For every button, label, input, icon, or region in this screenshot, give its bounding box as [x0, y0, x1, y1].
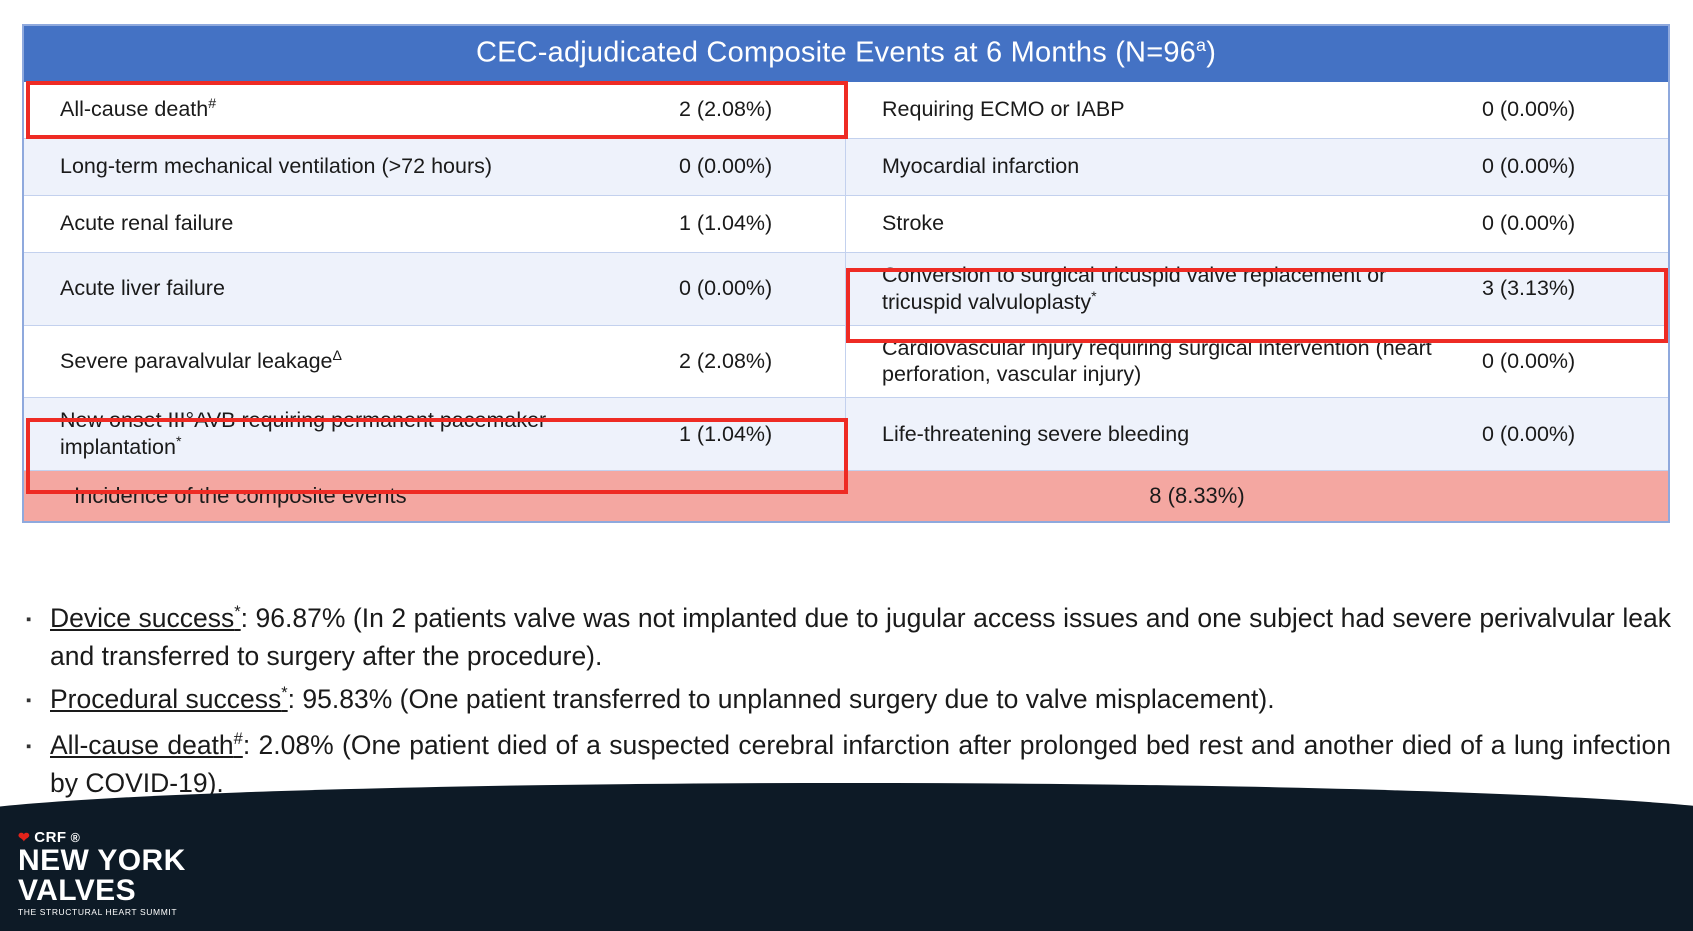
bullet-body: : 2.08% (One patient died of a suspected cerebral infarction after prolonged bed rest and another died of a lung infection by COVID-19).: [50, 730, 1672, 798]
composite-events-table: [22, 24, 1670, 523]
table-cell-right: [846, 196, 1668, 252]
row-label-left-sup: Δ: [332, 348, 342, 364]
bullet-term: Procedural success: [50, 684, 282, 715]
table-title-prefix: CEC-adjudicated Composite Events at 6 Months (N=96: [475, 36, 1196, 69]
row-label-left: [24, 144, 679, 189]
table-cell-right: [846, 82, 1668, 138]
logo-line-1: NEW YORK: [18, 844, 186, 878]
bullet-term: Device success: [50, 603, 235, 633]
heart-icon: ❤: [18, 829, 31, 846]
row-value-left: 2 (2.08%): [679, 97, 773, 122]
row-label-left: [24, 339, 679, 384]
row-label-left-sup: *: [175, 434, 182, 451]
row-label-right-text: Myocardial infarction: [882, 154, 1080, 179]
row-label-right: [846, 87, 1464, 132]
table-title-suffix: ): [1206, 36, 1217, 69]
footer-band-shape: [0, 783, 1693, 931]
row-value-left: 0 (0.00%): [679, 154, 773, 179]
row-label-left: [24, 266, 679, 311]
bullet-term-sup: #: [233, 730, 243, 749]
bullet-term-sup: *: [281, 684, 288, 703]
row-label-left-text: All-cause death: [60, 97, 209, 122]
table-row: [24, 325, 1668, 398]
row-label-left-text: Severe paravalvular leakage: [60, 349, 333, 374]
row-label-left-sup: #: [208, 96, 217, 113]
row-label-right-sup: *: [1091, 288, 1097, 305]
row-value-left: 1 (1.04%): [679, 211, 773, 236]
row-value-right: 0 (0.00%): [1482, 421, 1576, 446]
row-label-right-text: Life-threatening severe bleeding: [882, 422, 1190, 447]
row-label-right: [846, 201, 1464, 246]
row-label-left-text: Long-term mechanical ventilation (>72 hours): [60, 154, 493, 179]
row-label-left-text: Acute liver failure: [60, 276, 225, 301]
row-label-left-text: Acute renal failure: [60, 211, 234, 236]
row-label-right-text: Conversion to surgical tricuspid valve replacement or tricuspid valvuloplasty: [882, 262, 1387, 314]
row-label-right: [846, 144, 1464, 189]
row-label-right: [846, 326, 1464, 398]
row-value-right: 0 (0.00%): [1482, 97, 1576, 122]
table-row: [24, 252, 1668, 325]
table-cell-left: [24, 326, 846, 398]
table-row: [24, 195, 1668, 252]
logo: [18, 829, 186, 917]
bullet-marker-icon: ▪: [26, 692, 32, 710]
table-cell-left: [24, 196, 846, 252]
table-cell-left: [24, 82, 846, 138]
table-cell-right: [846, 326, 1668, 398]
list-item: [22, 681, 1677, 721]
composite-events-row: [24, 470, 1668, 521]
crf-text: CRF: [34, 829, 67, 847]
crf-registered-mark: ®: [70, 830, 81, 845]
bullet-body: : 96.87% (In 2 patients valve was not implanted due to jugular access issues and one subject had severe perivalvular leak and transferred to surgery after the procedure).: [50, 603, 1672, 671]
table-body: [24, 82, 1668, 522]
bullet-marker-icon: ▪: [26, 738, 32, 756]
bullet-term-sup: *: [234, 603, 241, 622]
row-value-right: 3 (3.13%): [1482, 276, 1576, 301]
table-row: [24, 397, 1668, 470]
composite-events-value: 8 (8.33%): [1149, 483, 1245, 509]
composite-events-label: Incidence of the composite events: [74, 483, 407, 509]
table-row: [24, 82, 1668, 138]
row-value-left: 1 (1.04%): [679, 421, 773, 446]
row-label-right: [846, 412, 1464, 457]
bullet-marker-icon: ▪: [26, 611, 32, 628]
table-cell-right: [846, 253, 1668, 325]
row-label-left: [24, 201, 679, 246]
table-cell-left: [24, 398, 846, 470]
table-row: [24, 138, 1668, 195]
row-value-right: 0 (0.00%): [1482, 211, 1576, 236]
table-cell-left: [24, 139, 846, 195]
row-label-left-text: New onset III°AVB requiring permanent pacemaker implantation: [60, 408, 547, 460]
row-label-left: [24, 87, 679, 132]
list-item: [22, 600, 1677, 675]
table-cell-right: [846, 139, 1668, 195]
row-value-left: 0 (0.00%): [679, 276, 773, 301]
bullet-text: [50, 600, 1677, 675]
row-value-right: 0 (0.00%): [1482, 154, 1576, 179]
row-value-left: 2 (2.08%): [679, 349, 773, 374]
bullet-text: [50, 681, 1677, 719]
row-value-right: 0 (0.00%): [1482, 349, 1576, 374]
bullet-body: : 95.83% (One patient transferred to unplanned surgery due to valve misplacement).: [287, 684, 1275, 715]
table-title-superscript: a: [1195, 35, 1207, 55]
table-cell-right: [846, 398, 1668, 470]
table-cell-left: [24, 253, 846, 325]
row-label-right: [846, 253, 1464, 325]
row-label-right-text: Requiring ECMO or IABP: [882, 97, 1125, 122]
row-label-right-text: Cardiovascular injury requiring surgical intervention (heart perforation, vascular injury): [882, 335, 1432, 387]
logo-line-2: VALVES: [18, 873, 136, 907]
row-label-right-text: Stroke: [882, 211, 945, 236]
row-label-left: [24, 398, 679, 470]
table-title: [24, 26, 1668, 82]
footer-band: [0, 765, 1693, 931]
bullet-term: All-cause death: [50, 730, 234, 761]
logo-subtitle: THE STRUCTURAL HEART SUMMIT: [18, 907, 178, 917]
